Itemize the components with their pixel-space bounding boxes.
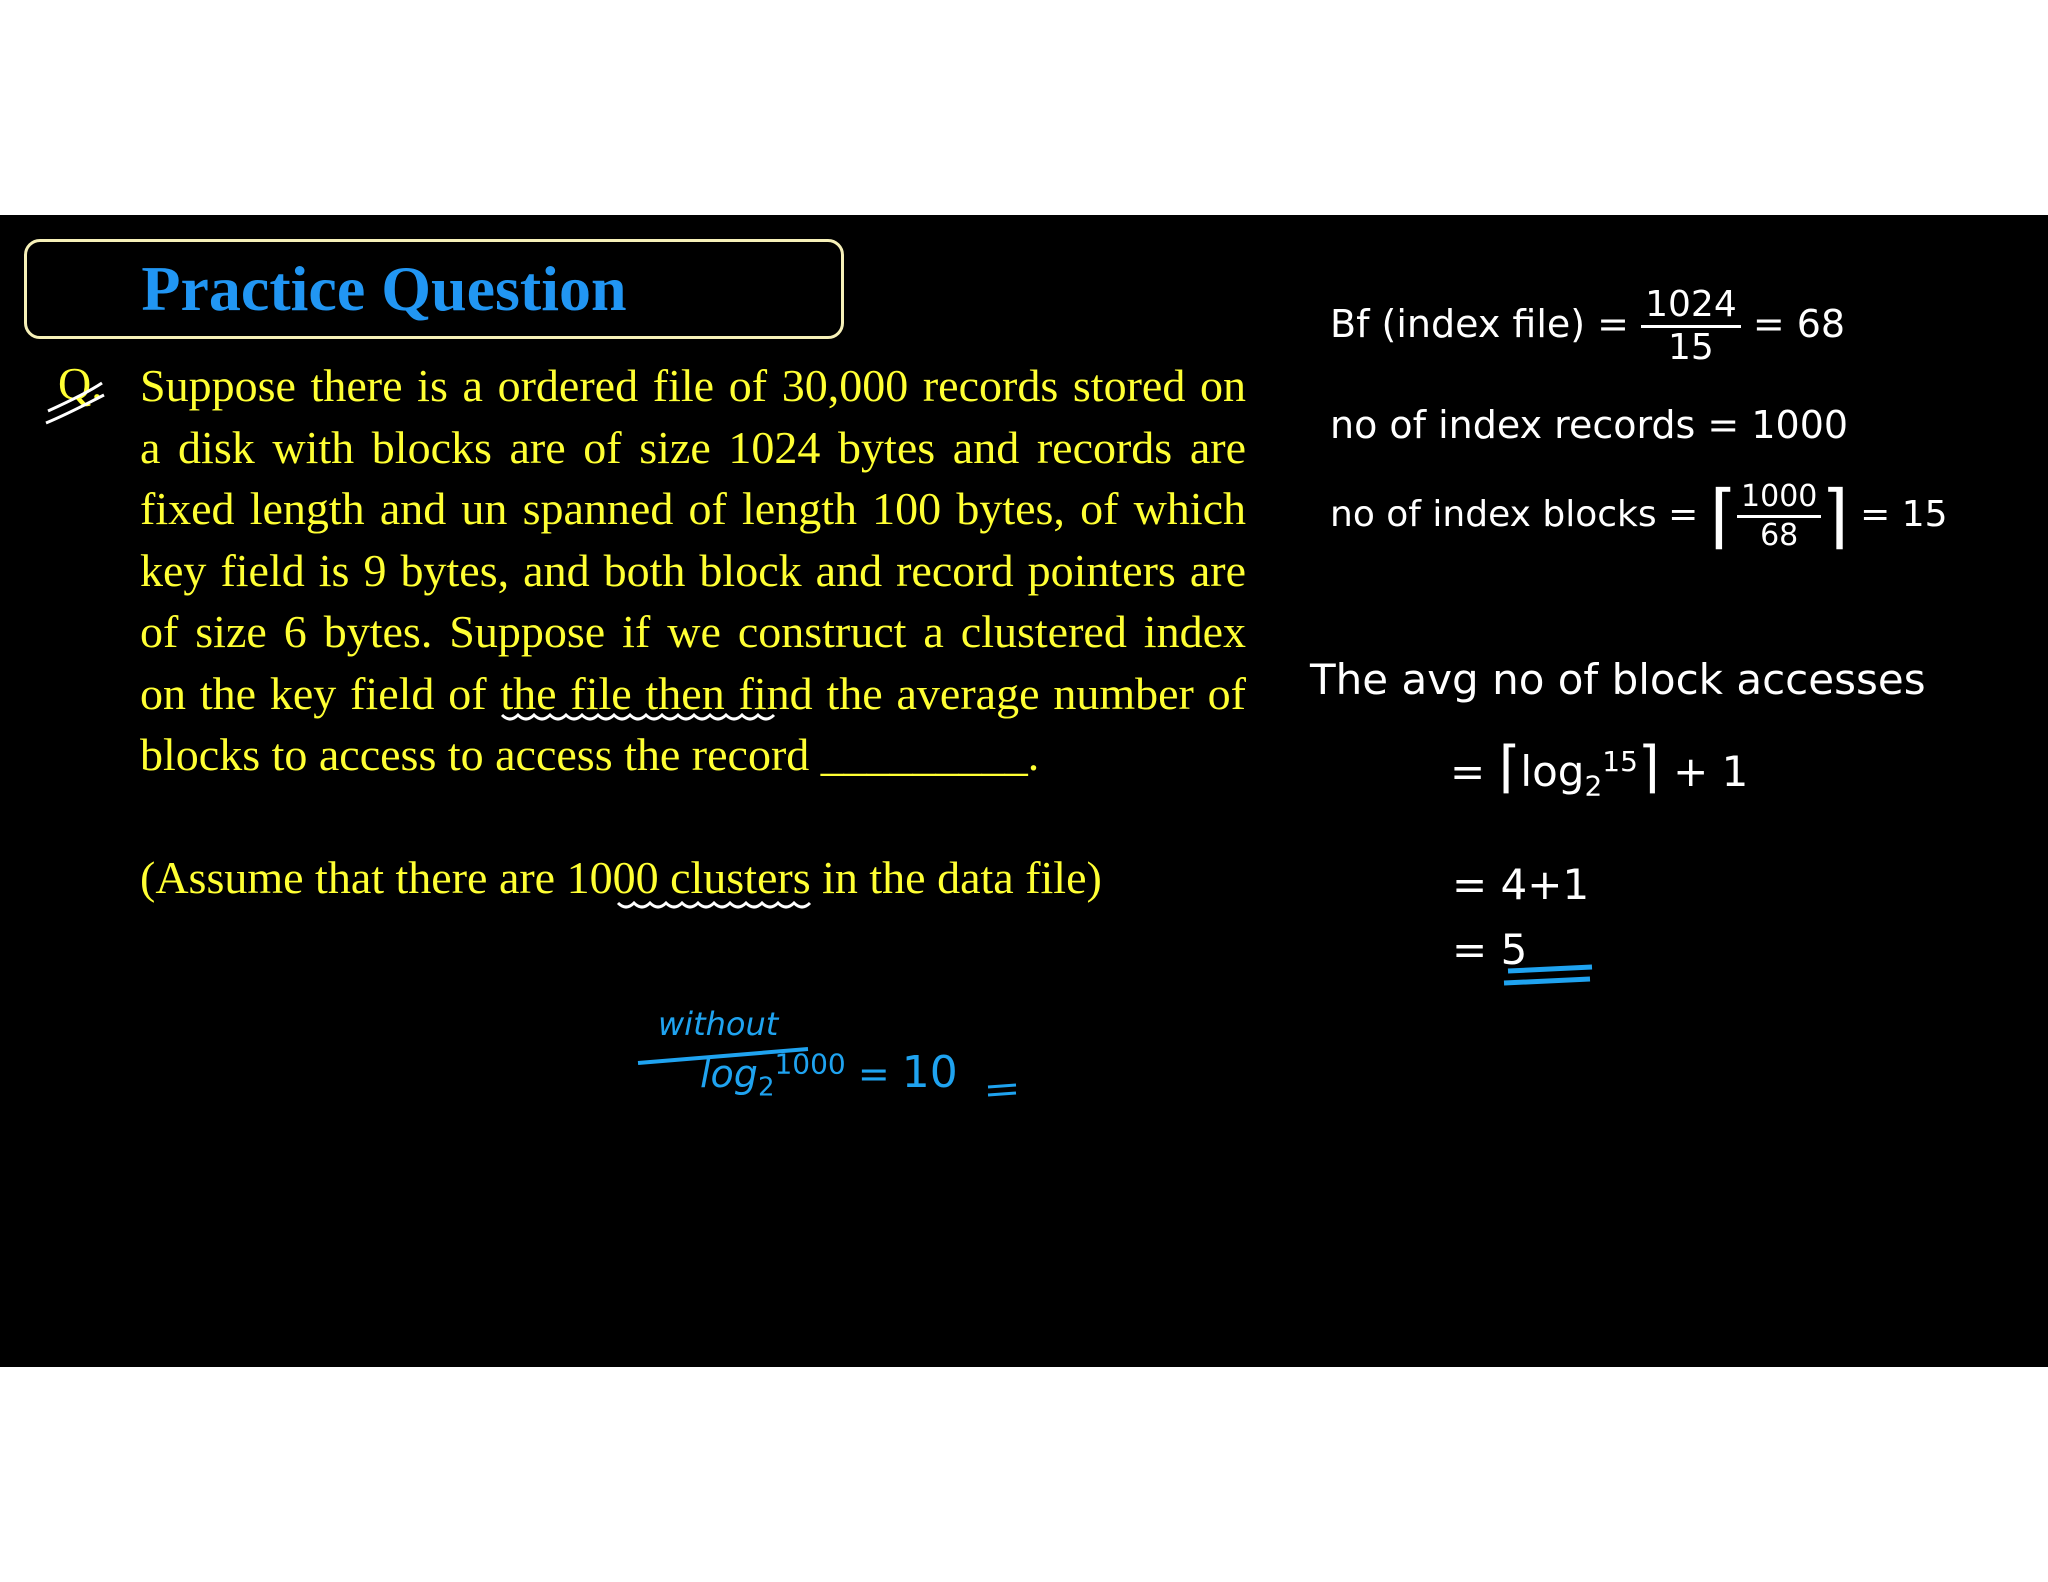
annotation-strokes [0, 215, 2048, 1367]
ceil-close: ⌉ [1637, 735, 1660, 800]
step3-prefix: = [1452, 925, 1488, 974]
step1-suffix: + 1 [1673, 747, 1749, 796]
ib-numerator: 1000 [1737, 479, 1821, 518]
bf-result: = 68 [1752, 302, 1846, 346]
side-base: 2 [757, 1072, 775, 1103]
step1-log: log [1520, 747, 1585, 796]
without-label: without [658, 1005, 779, 1043]
step1-arg: 15 [1602, 745, 1638, 778]
side-result: 10 [901, 1047, 958, 1098]
side-log: log [700, 1052, 758, 1096]
bf-numerator: 1024 [1641, 285, 1741, 328]
ceil-open: ⌈ [1498, 735, 1521, 800]
step2-line: = 4+1 [1452, 860, 1590, 909]
question-text: Suppose there is a ordered file of 30,000 records stored on a disk with blocks are of size 1024 bytes and records are fixed length and un spanned of length 100 bytes, of which key field is 9 bytes, and both block and record pointers are of size 6 bytes. Suppose if we construct a clustered index on the key field of the file then find the average number of blocks to access to access the record _________. [140, 360, 1246, 780]
side-result-prefix: = [857, 1052, 890, 1096]
ceil-bracket-right: ⌉ [1821, 475, 1849, 557]
ib-result: = 15 [1860, 494, 1948, 535]
without-underline [638, 1049, 808, 1063]
clusters-underline [618, 903, 810, 907]
question-note: (Assume that there are 1000 clusters in the data file) [140, 852, 1102, 903]
step1-prefix: = [1450, 747, 1486, 796]
slide [0, 215, 2048, 1367]
ib-denominator: 68 [1760, 517, 1799, 553]
bf-denominator: 15 [1668, 327, 1714, 368]
five-double-underline [1504, 967, 1592, 983]
clustered-index-underline [502, 715, 774, 719]
index-blocks-label: no of index blocks = [1330, 494, 1699, 535]
step1-base: 2 [1584, 769, 1603, 803]
step3-value: 5 [1500, 925, 1528, 974]
q-scribble [46, 383, 104, 423]
bf-lhs: Bf (index file) = [1330, 302, 1630, 346]
index-records-line: no of index records = 1000 [1330, 403, 1849, 447]
ceil-bracket-left: ⌈ [1709, 475, 1738, 557]
avg-label: The avg no of block accesses [1310, 655, 1926, 704]
slide-title: Practice Question [141, 253, 627, 324]
side-arg: 1000 [774, 1047, 846, 1081]
question-label: Q. [58, 358, 103, 409]
ten-double-underline [988, 1085, 1016, 1095]
